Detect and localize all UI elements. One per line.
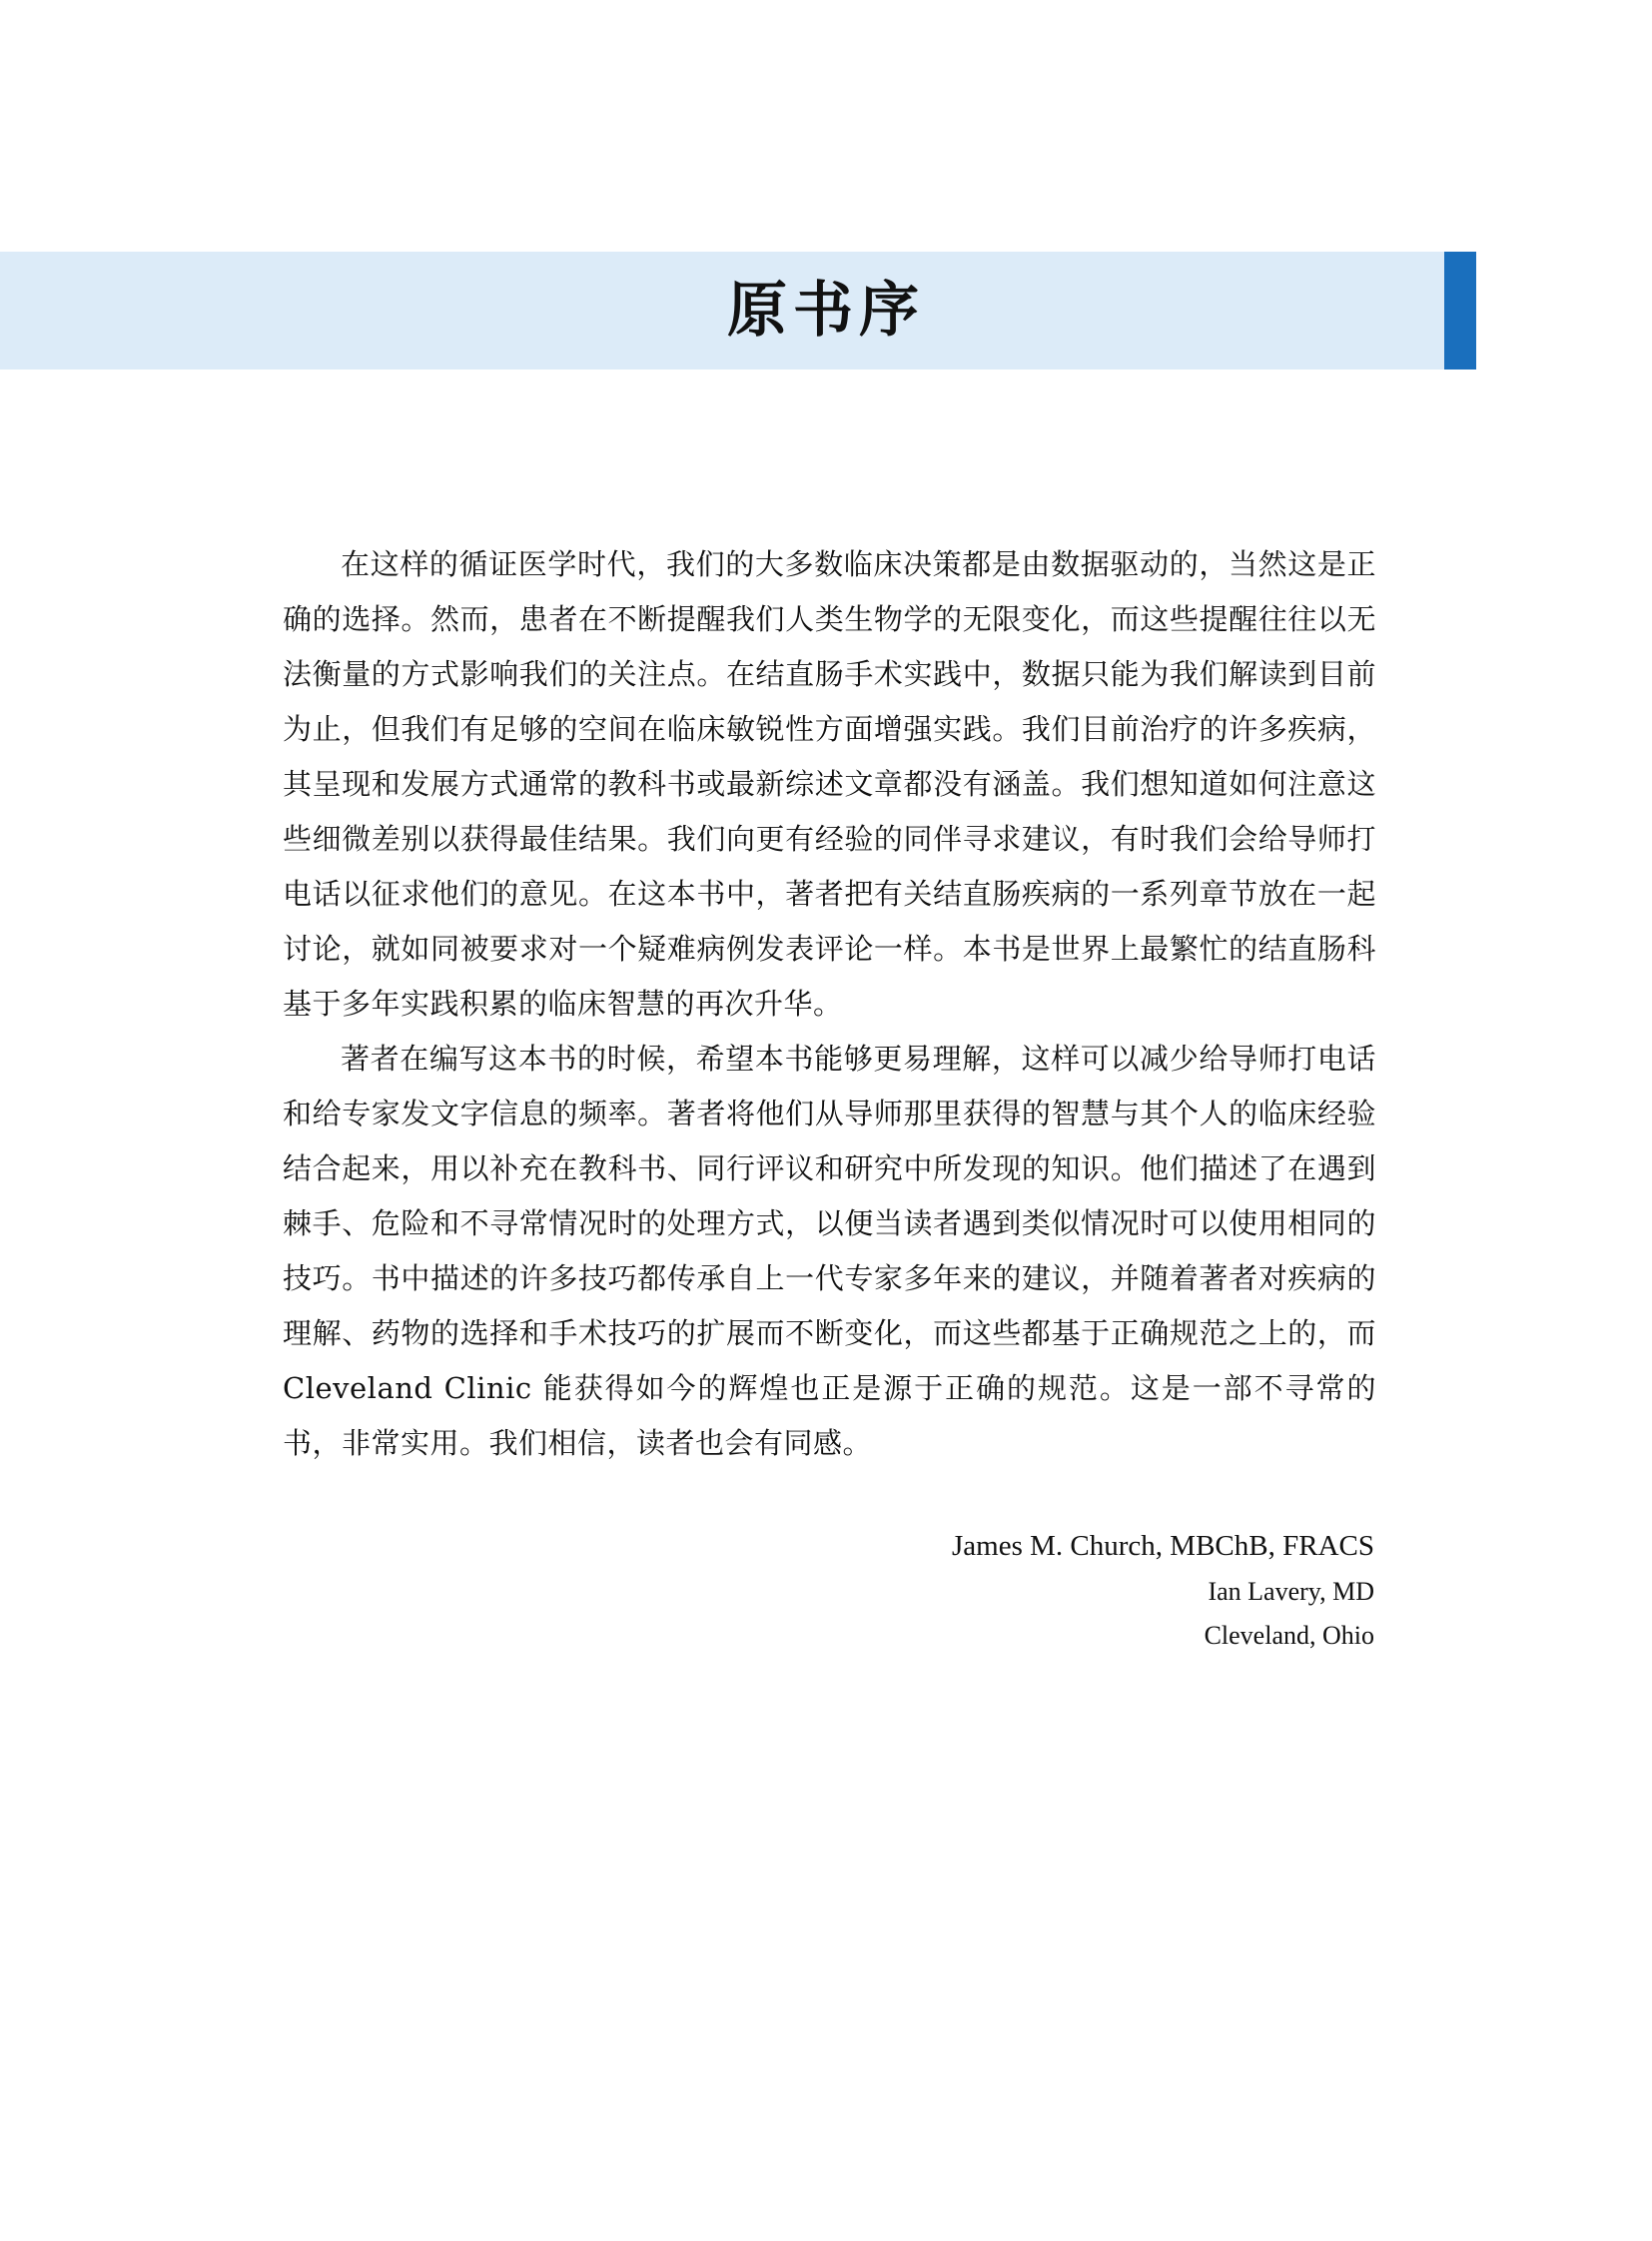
signature-block — [952, 1522, 1374, 1658]
paragraph: 在这样的循证医学时代，我们的大多数临床决策都是由数据驱动的，当然这是正确的选择。然而，患者在不断提醒我们人类生物学的无限变化，而这些提醒往往以无法衡量的方式影响我们的关注点。在结直肠手术实践中，数据只能为我们解读到目前为止，但我们有足够的空间在临床敏锐性方面增强实践。我们目前治疗的许多疾病，其呈现和发展方式通常的教科书或最新综述文章都没有涵盖。我们想知道如何注意这些细微差别以获得最佳结果。我们向更有经验的同伴寻求建议，有时我们会给导师打电话以征求他们的意见。在这本书中，著者把有关结直肠疾病的一系列章节放在一起讨论，就如同被要求对一个疑难病例发表评论一样。本书是世界上最繁忙的结直肠科基于多年实践积累的临床智慧的再次升华。 — [283, 547, 1376, 1021]
page-title: 原书序 — [727, 276, 925, 346]
body-text — [283, 537, 1376, 1471]
author-name: James M. Church, MBChB, FRACS — [952, 1530, 1374, 1562]
author-location: Cleveland, Ohio — [1204, 1621, 1374, 1650]
author-name: Ian Lavery, MD — [1208, 1577, 1374, 1606]
paragraph: 著者在编写这本书的时候，希望本书能够更易理解，这样可以减少给导师打电话和给专家发文字信息的频率。著者将他们从导师那里获得的智慧与其个人的临床经验结合起来，用以补充在教科书、同行评议和研究中所发现的知识。他们描述了在遇到棘手、危险和不寻常情况时的处理方式，以便当读者遇到类似情况时可以使用相同的技巧。书中描述的许多技巧都传承自上一代专家多年来的建议，并随着著者对疾病的理解、药物的选择和手术技巧的扩展而不断变化，而这些都基于正确规范之上的，而 Cleveland Clinic 能获得如今的辉煌也正是源于正确的规范。这是一部不寻常的书，非常实用。我们相信，读者也会有同感。 — [283, 1042, 1376, 1460]
